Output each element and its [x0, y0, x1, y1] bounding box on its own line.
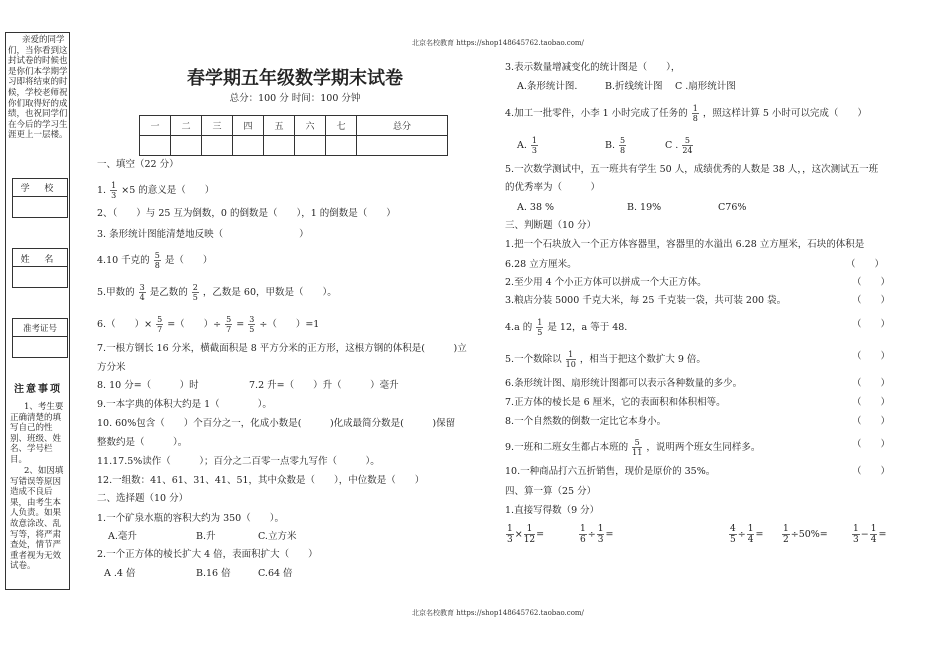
frac-num: 1	[853, 524, 859, 534]
s1-q6-fraction-2	[225, 315, 232, 334]
s1-q4-text-a: 4.10 千克的	[97, 255, 150, 266]
page-title: 春学期五年级数学期末试卷	[187, 68, 403, 89]
score-cell[interactable]	[357, 136, 448, 156]
frac-num: 3	[249, 315, 255, 324]
equals: =	[605, 529, 614, 540]
s3-q5-bracket[interactable]: （ ）	[852, 351, 891, 362]
s1-q6-fraction-3	[248, 315, 255, 334]
frac-den: 5	[192, 293, 198, 302]
s1-q12: 12.一组数：41、61、31、41、51，其中众数是（ ），中位数是（ ）	[97, 475, 425, 486]
score-header-cell: 四	[233, 116, 264, 136]
s3-q4-fraction	[536, 318, 543, 337]
score-cell[interactable]	[140, 136, 171, 156]
s3-q3-bracket[interactable]: （ ）	[852, 295, 891, 306]
frac-num: 1	[597, 524, 604, 534]
frac-num: 1	[692, 104, 698, 113]
s3-q9-fraction	[632, 438, 642, 457]
s2-q2-opt-a: A .4 倍	[104, 568, 136, 579]
s4-expr-3	[728, 524, 763, 545]
s1-q2: 2、（ ）与 25 互为倒数，0 的倒数是（ ），1 的倒数是（ ）	[97, 208, 396, 219]
s3-q4	[505, 318, 627, 337]
s1-q5-text-a: 5.甲数的	[97, 287, 135, 298]
frac-den: 11	[632, 448, 643, 457]
frac-num: 1	[524, 524, 535, 535]
s1-q6	[97, 315, 319, 334]
frac-num: 5	[632, 438, 642, 448]
frac-den: 10	[565, 360, 576, 369]
s2-q1-opt-a: A.毫升	[108, 531, 137, 542]
s2-q2-opt-b: B.16 倍	[196, 568, 231, 579]
frac-den: 7	[226, 325, 232, 334]
equals: =	[878, 529, 887, 540]
notice-2: 2、如因填写错误等原因造成不良后果，由考生本人负责。如果故意涂改、乱写等，将严肃查处，情节严重者视为无效试卷。	[10, 466, 64, 572]
frac-den: 4	[747, 535, 754, 545]
s1-q6-fraction-1	[156, 315, 163, 334]
opt-letter: B.	[605, 140, 616, 151]
score-table-value-row	[140, 136, 448, 156]
s2-q4-fraction	[692, 104, 699, 123]
footer-url: 北京名校教育 https://shop148645762.taobao.com/	[412, 609, 584, 617]
s3-q9-text-b: ，说明两个班女生同样多。	[646, 442, 761, 453]
s4-sub1: 1.直接写得数（9 分）	[505, 505, 600, 516]
frac	[782, 524, 790, 545]
s1-q5-fraction-1	[139, 283, 146, 302]
section2-title: 二、选择题（10 分）	[97, 493, 189, 504]
section4-title: 四、算一算（25 分）	[505, 486, 597, 497]
score-header-cell: 七	[326, 116, 357, 136]
score-header-cell: 总分	[357, 116, 448, 136]
s2-q4-text-b: ，照这样计算 5 小时可以完成（ ）	[702, 108, 867, 119]
frac-den: 12	[523, 535, 536, 545]
s2-q4-opt-a	[517, 136, 539, 155]
header-url: 北京名校教育 https://shop148645762.taobao.com/	[412, 39, 584, 47]
score-header-cell: 二	[171, 116, 202, 136]
score-cell[interactable]	[264, 136, 295, 156]
frac-num: 1	[537, 318, 543, 327]
score-cell[interactable]	[202, 136, 233, 156]
frac	[579, 524, 587, 545]
s3-q10-bracket[interactable]: （ ）	[852, 466, 891, 477]
s3-q9-text-a: 9.一班和二班女生都占本班的	[505, 442, 629, 453]
score-header-cell: 五	[264, 116, 295, 136]
frac-den: 4	[870, 535, 877, 545]
s1-q6-text-d: ÷（ ）=1	[259, 319, 320, 330]
s3-q5-text-b: ，相当于把这个数扩大 9 倍。	[579, 354, 706, 365]
s3-q8-bracket[interactable]: （ ）	[852, 416, 891, 427]
frac-num: 5	[620, 136, 626, 145]
sidebar-greeting: 亲爱的同学们，当你看到这封试卷的时候也是你们本学期学习即将结束的时候，学校老师祝你们取得好的成绩，也祝同学们在今后的学习生涯更上一层楼。	[8, 35, 68, 141]
s1-q4-text-b: 是（ ）	[164, 255, 213, 266]
op: ÷	[587, 529, 596, 540]
frac-den: 3	[531, 146, 538, 155]
frac	[506, 524, 514, 545]
score-cell[interactable]	[326, 136, 357, 156]
s1-q1-fraction	[110, 181, 117, 200]
s3-q5-text-a: 5.一个数除以	[505, 354, 562, 365]
s3-q7-bracket[interactable]: （ ）	[852, 397, 891, 408]
frac	[852, 524, 860, 545]
score-header-cell: 三	[202, 116, 233, 136]
s2-q1-opt-c: C.立方米	[258, 531, 297, 542]
s4-expr-1	[505, 524, 544, 545]
frac-num: 1	[531, 136, 538, 145]
s3-q5-fraction	[566, 350, 576, 369]
s2-q4-text-a: 4.加工一批零件，小李 1 小时完成了任务的	[505, 108, 688, 119]
s2-q1-opt-b: B.升	[196, 531, 216, 542]
s4-expr-4	[781, 524, 828, 545]
score-cell[interactable]	[295, 136, 326, 156]
opt-letter: C .	[665, 140, 679, 151]
equals: =	[536, 529, 545, 540]
s3-q6-bracket[interactable]: （ ）	[852, 378, 891, 389]
s2-q4-opt-c-fraction	[682, 136, 692, 155]
score-header-cell: 一	[140, 116, 171, 136]
s1-q5-text-c: ，乙数是 60，甲数是（ ）。	[202, 287, 337, 298]
school-label: 学 校	[20, 184, 60, 194]
s3-q3: 3.粮店分装 5000 千克大米，每 25 千克装一袋，共可装 200 袋。	[505, 295, 787, 306]
s2-q5-opt-a: A. 38 %	[517, 202, 555, 213]
s2-q5-line2: 的优秀率为（ ）	[505, 182, 601, 193]
frac-den: 5	[249, 325, 255, 334]
s2-q3: 3.表示数量增减变化的统计图是（ ），	[505, 62, 681, 73]
score-cell[interactable]	[233, 136, 264, 156]
s1-q8-a: 8. 10 分=（ ）时	[97, 380, 199, 391]
frac-den: 3	[853, 535, 859, 545]
frac-num: 3	[139, 283, 145, 292]
s1-q7-line2: 方分米	[97, 362, 126, 373]
s3-q1-line2: 6.28 立方厘米。	[505, 259, 577, 270]
s1-q1-text-b: ×5 的意义是（ ）	[121, 185, 215, 196]
frac-den: 4	[139, 293, 145, 302]
s2-q5-opt-b: B. 19%	[627, 202, 662, 213]
frac-num: 1	[507, 524, 513, 534]
frac-num: 1	[566, 350, 576, 360]
s1-q4	[97, 251, 212, 270]
s3-q4-text-a: 4.a 的	[505, 322, 533, 333]
frac-num: 1	[747, 524, 754, 534]
name-box	[12, 248, 68, 288]
section1-title: 一、填空（22 分）	[97, 159, 179, 170]
notice-title: 注意事项	[14, 384, 62, 395]
s1-q11: 11.17.5%读作（ ）；百分之二百零一点零九写作（ ）。	[97, 456, 380, 467]
s3-q6: 6.条形统计图、扇形统计图都可以表示各种数量的多少。	[505, 378, 743, 389]
op: ÷50%=	[790, 529, 828, 540]
frac-num: 5	[154, 251, 160, 260]
section3-title: 三、判断题（10 分）	[505, 220, 597, 231]
frac-num: 1	[580, 524, 586, 534]
frac-den: 3	[597, 535, 604, 545]
name-divider	[12, 266, 68, 267]
s3-q4-text-b: 是 12，a 等于 48.	[547, 322, 628, 333]
s1-q10-line1: 10. 60%包含（ ）个百分之一，化成小数是( )化成最简分数是( )保留	[97, 418, 456, 429]
s2-q4-opt-a-fraction	[531, 136, 538, 155]
s1-q1	[97, 181, 214, 200]
frac-den: 8	[154, 261, 160, 270]
score-table-header-row	[140, 116, 448, 136]
score-header-cell: 六	[295, 116, 326, 136]
s2-q3-opt-c: C .扇形统计图	[675, 81, 736, 92]
score-cell[interactable]	[171, 136, 202, 156]
frac-num: 4	[730, 524, 736, 534]
s1-q9: 9.一本字典的体积大约是 1（ ）。	[97, 399, 272, 410]
op: ×	[514, 529, 523, 540]
s2-q4-opt-b-fraction	[619, 136, 626, 155]
s3-q7: 7.正方体的棱长是 6 厘米，它的表面积和体积相等。	[505, 397, 726, 408]
s1-q5	[97, 283, 337, 302]
frac-num: 5	[226, 315, 232, 324]
frac	[729, 524, 737, 545]
s1-q1-text-a: 1.	[97, 185, 107, 196]
s3-q2: 2.至少用 4 个小正方体可以拼成一个大正方体。	[505, 277, 707, 288]
frac-num: 2	[192, 283, 198, 292]
frac	[597, 524, 605, 545]
page-subtitle: 总分：100 分 时间：100 分钟	[229, 93, 361, 104]
name-label: 姓 名	[20, 255, 60, 265]
frac-den: 5	[730, 535, 736, 545]
s3-q1-line1: 1.把一个石块放入一个正方体容器里，容器里的水溢出 6.28 立方厘米，石块的体积是	[505, 239, 865, 250]
s2-q3-opt-a: A.条形统计图.	[517, 81, 578, 92]
frac	[870, 524, 878, 545]
opt-letter: A.	[517, 140, 527, 151]
s2-q2-opt-c: C.64 倍	[258, 568, 293, 579]
s2-q1: 1.一个矿泉水瓶的容积大约为 350（ ）。	[97, 513, 284, 524]
notice-1: 1、考生要正确清楚的填写自己的性别、班级、姓名、学号栏目。	[10, 402, 64, 465]
s4-expr-2	[578, 524, 613, 545]
s1-q5-text-b: 是乙数的	[149, 287, 188, 298]
s3-q9-bracket[interactable]: （ ）	[852, 439, 891, 450]
frac-den: 3	[507, 535, 513, 545]
s2-q4-opt-c	[665, 136, 694, 155]
s2-q4	[505, 104, 867, 123]
s3-q4-bracket[interactable]: （ ）	[852, 319, 891, 330]
s1-q5-fraction-2	[192, 283, 199, 302]
s2-q4-opt-b	[605, 136, 627, 155]
s1-q6-text-c: =	[236, 319, 245, 330]
school-divider	[12, 196, 68, 197]
exam-no-label: 准考证号	[22, 324, 57, 334]
frac	[747, 524, 755, 545]
frac-num: 1	[111, 181, 117, 190]
s2-q3-opt-b: B.折线统计图	[605, 81, 663, 92]
frac-den: 8	[620, 146, 626, 155]
s3-q2-bracket[interactable]: （ ）	[852, 277, 891, 288]
frac-num: 5	[682, 136, 692, 146]
frac-den: 7	[157, 325, 163, 334]
equals: =	[755, 529, 764, 540]
s1-q8-b: 7.2 升=（ ）升（ ）毫升	[249, 380, 399, 391]
frac-num: 5	[157, 315, 163, 324]
frac	[524, 524, 535, 545]
frac-den: 5	[537, 328, 543, 337]
score-table	[139, 115, 448, 156]
s2-q5-line1: 5.一次数学测试中，五一班共有学生 50 人，成绩优秀的人数是 38 人，，这次测试五一班	[505, 164, 879, 175]
frac-den: 24	[682, 146, 693, 155]
s3-q10: 10.一种商品打六五折销售，现价是原价的 35%。	[505, 466, 716, 477]
s3-q9	[505, 438, 760, 457]
s3-q8: 8.一个自然数的倒数一定比它本身小。	[505, 416, 667, 427]
s1-q6-text-a: 6.（ ）×	[97, 319, 153, 330]
exam-no-divider	[12, 336, 68, 337]
s2-q2: 2.一个正方体的棱长扩大 4 倍，表面积扩大（ ）	[97, 549, 318, 560]
s4-expr-5	[851, 524, 886, 545]
s3-q5	[505, 350, 706, 369]
frac-den: 3	[111, 191, 117, 200]
s3-q1-bracket[interactable]: （ ）	[846, 259, 885, 270]
s1-q4-fraction	[154, 251, 161, 270]
school-box	[12, 178, 68, 218]
frac-den: 2	[783, 535, 789, 545]
s1-q10-line2: 整数约是（ ）。	[97, 437, 188, 448]
frac-den: 6	[580, 535, 586, 545]
frac-num: 1	[783, 524, 789, 534]
exam-no-box	[12, 318, 68, 358]
frac-num: 1	[870, 524, 877, 534]
s1-q3: 3. 条形统计图能清楚地反映（ ）	[97, 229, 309, 240]
frac-den: 8	[692, 114, 698, 123]
s1-q7-line1: 7.一根方钢长 16 分米，横截面积是 8 平方分米的正方形，这根方钢的体积是( )立	[97, 343, 467, 354]
op: −	[860, 529, 869, 540]
s2-q5-opt-c: C76%	[718, 202, 747, 213]
s1-q6-text-b: =（ ）÷	[167, 319, 222, 330]
op: ÷	[737, 529, 746, 540]
